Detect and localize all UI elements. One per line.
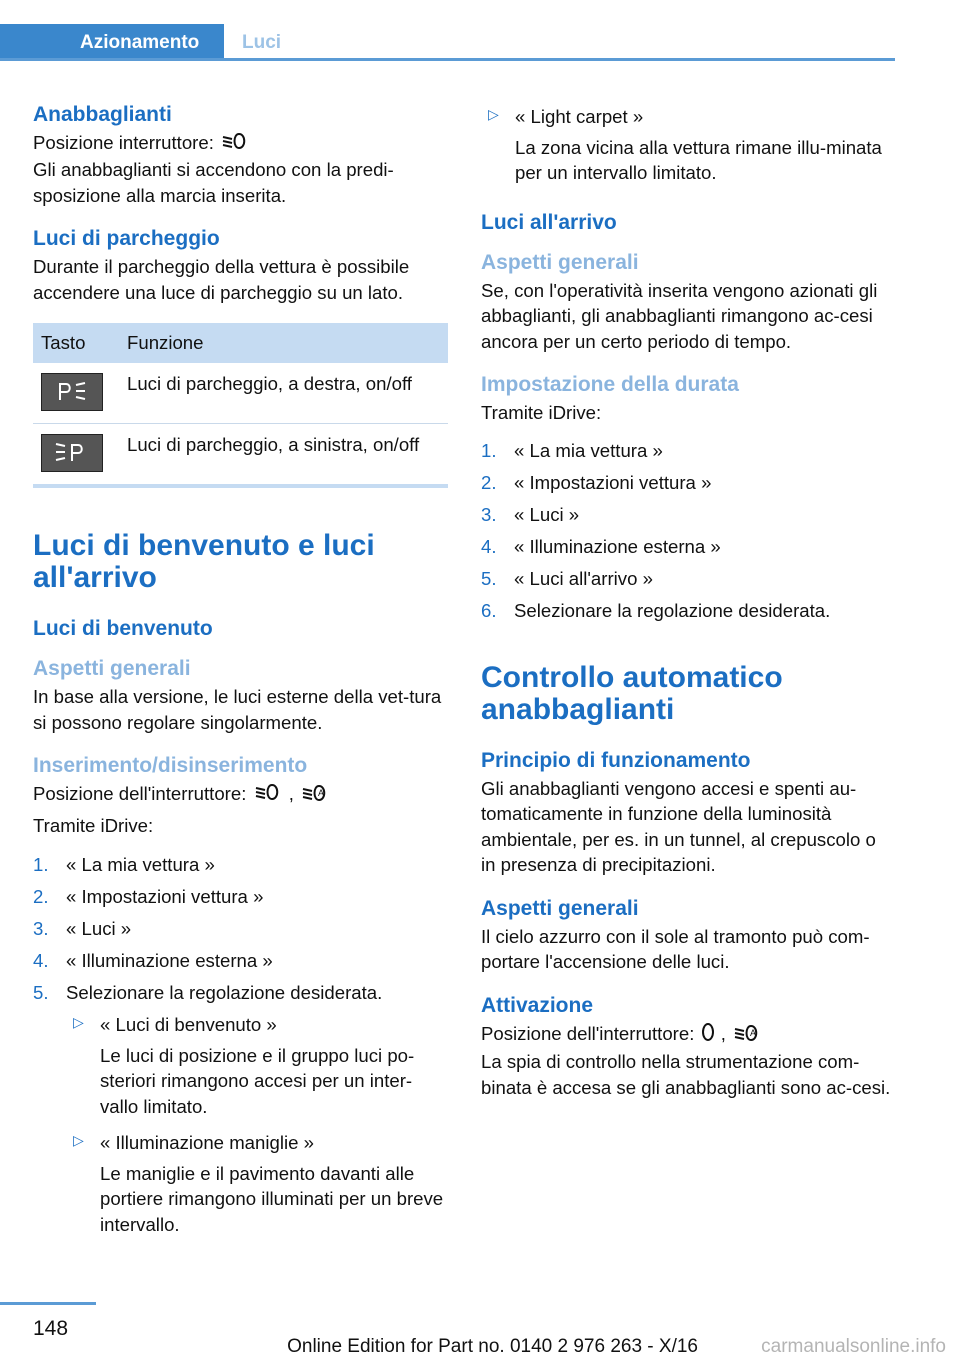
auto-low-beam-icon	[299, 782, 331, 809]
anabbaglianti-text: Gli anabbaglianti si accendono con la predi-sposizione alla marcia inserita.	[33, 159, 394, 206]
edition-note: Online Edition for Part no. 0140 2 976 263 - X/16	[287, 1336, 698, 1357]
welcome-steps-list	[33, 852, 448, 1006]
table-header-row	[33, 323, 448, 363]
sub-item-illuminazione-maniglie	[33, 1130, 448, 1237]
table-header-tasto: Tasto	[33, 323, 119, 363]
list-item: 4. « Illuminazione esterna »	[33, 950, 273, 972]
header-tab-section: Azionamento	[0, 24, 224, 60]
watermark: carmanualsonline.info	[761, 1336, 946, 1357]
heading-impostazione-durata: Impostazione della durata	[481, 373, 739, 396]
heading-luci-benvenuto: Luci di benvenuto	[33, 617, 213, 641]
sub-item-text: Le luci di posizione e il gruppo luci po-steriori rimangono accesi per un inter-vallo limitato.	[100, 1044, 415, 1117]
principle-text: Gli anabbaglianti vengono accesi e spenti au-tomaticamente in funzione della luminosità ambientale, per es. in un tunnel, al crepuscolo o in presenza di precipitazioni.	[481, 777, 876, 875]
table-row	[33, 424, 448, 487]
switch-position-line	[481, 1021, 895, 1050]
list-item: 1. « La mia vettura »	[481, 439, 663, 461]
svg-text:A: A	[750, 1027, 757, 1038]
heading-aspetti-generali: Aspetti generali	[481, 250, 639, 274]
switch-position-line	[33, 781, 448, 808]
heading-anabbaglianti: Anabbaglianti	[33, 103, 172, 126]
separator: ,	[288, 783, 294, 805]
auto-low-beam-icon	[731, 1022, 763, 1049]
welcome-general-text: In base alla versione, le luci esterne della vet-tura si possono regolare singolarmente.	[33, 686, 442, 733]
triangle-bullet-icon: ▷	[73, 1014, 84, 1031]
heading-inserimento: Inserimento/disinserimento	[33, 754, 308, 778]
list-item: 4. « Illuminazione esterna »	[481, 535, 721, 557]
list-item: 5. Selezionare la regolazione desiderata.	[33, 982, 383, 1004]
heading-attivazione: Attivazione	[481, 993, 594, 1017]
idrive-label: Tramite iDrive:	[33, 814, 154, 836]
triangle-bullet-icon: ▷	[73, 1132, 84, 1149]
low-beam-icon	[252, 782, 284, 809]
list-item: 3. « Luci »	[33, 918, 132, 940]
sub-item-text: Le maniglie e il pavimento davanti alle portiere rimangono illuminati per un breve intervallo.	[100, 1162, 444, 1235]
park-left-icon	[41, 434, 103, 472]
triangle-bullet-icon: ▷	[488, 106, 499, 122]
zero-position-icon	[700, 1021, 716, 1050]
table-row	[33, 363, 448, 424]
header-tab-topic: Luci	[242, 32, 282, 53]
header-rule	[0, 58, 895, 61]
park-right-icon	[41, 373, 103, 411]
table-header-funzione: Funzione	[119, 323, 448, 363]
auto-general-text: Il cielo azzurro con il sole al tramonto può com-portare l'accensione delle luci.	[481, 925, 870, 972]
separator: ,	[720, 1022, 726, 1044]
svg-text:A: A	[318, 788, 325, 799]
page-number: 148	[33, 1317, 69, 1340]
parcheggio-text: Durante il parcheggio della vettura è possibile accendere una luce di parcheggio su un lato.	[33, 256, 410, 303]
sub-item-luci-benvenuto	[33, 1012, 448, 1119]
sub-item-title: « Illuminazione maniglie »	[100, 1132, 314, 1154]
table-cell-funzione: Luci di parcheggio, a destra, on/off	[119, 363, 448, 424]
list-item: 2. « Impostazioni vettura »	[33, 886, 264, 908]
sub-item-light-carpet	[448, 104, 895, 186]
list-item: 5. « Luci all'arrivo »	[481, 567, 653, 589]
low-beam-icon	[219, 131, 251, 158]
switch-position-label: Posizione dell'interruttore:	[481, 1022, 695, 1044]
list-item: 3. « Luci »	[481, 503, 580, 525]
sub-item-text: La zona vicina alla vettura rimane illu-minata per un intervallo limitato.	[515, 136, 882, 183]
parking-lights-table	[33, 323, 448, 488]
switch-position-label: Posizione interruttore:	[33, 132, 214, 153]
heading-luci-parcheggio: Luci di parcheggio	[33, 227, 220, 251]
arrival-steps-list	[481, 438, 895, 624]
idrive-label: Tramite iDrive:	[481, 402, 602, 423]
page-header	[0, 0, 895, 62]
left-column	[33, 100, 448, 1237]
right-column	[481, 100, 895, 1100]
list-item: 1. « La mia vettura »	[33, 854, 215, 876]
heading-luci-arrivo: Luci all'arrivo	[481, 210, 617, 234]
switch-position-label: Posizione dell'interruttore:	[33, 783, 247, 805]
table-cell-funzione: Luci di parcheggio, a sinistra, on/off	[119, 424, 448, 487]
heading-controllo-automatico: Controllo automatico anabbaglianti	[481, 660, 783, 726]
switch-position-line	[33, 130, 448, 157]
heading-luci-benvenuto-arrivo: Luci di benvenuto e luci all'arrivo	[33, 529, 375, 595]
activation-text: La spia di controllo nella strumentazione com-binata è accesa se gli anabbaglianti sono ac-cesi.	[481, 1051, 891, 1098]
heading-aspetti-generali-auto: Aspetti generali	[481, 896, 639, 920]
sub-item-title: « Luci di benvenuto »	[100, 1014, 277, 1036]
heading-principio: Principio di funzionamento	[481, 748, 751, 772]
list-item: 2. « Impostazioni vettura »	[481, 471, 712, 493]
sub-item-title: « Light carpet »	[515, 106, 644, 127]
heading-aspetti-generali: Aspetti generali	[33, 657, 191, 681]
list-item: 6. Selezionare la regolazione desiderata.	[481, 599, 831, 621]
footer-rule	[0, 1302, 96, 1305]
arrival-general-text: Se, con l'operatività inserita vengono azionati gli abbaglianti, gli anabbaglianti rimangono ac-cesi ancora per un certo periodo di tempo.	[481, 279, 878, 352]
